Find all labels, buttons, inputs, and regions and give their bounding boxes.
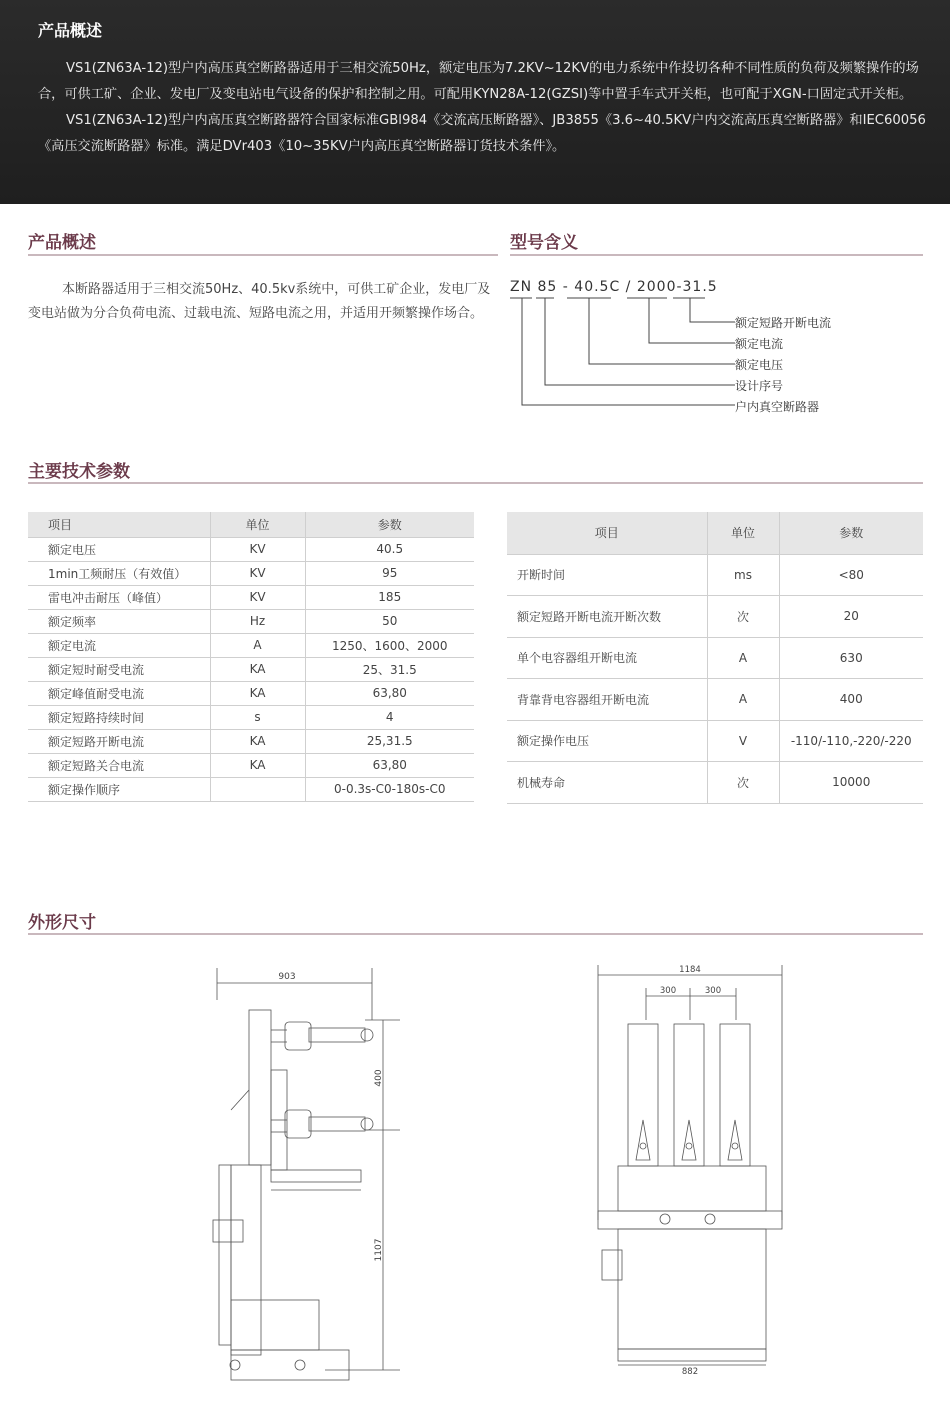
cell-unit xyxy=(210,777,305,801)
table-row xyxy=(28,657,474,681)
overview-divider xyxy=(28,254,498,256)
cell-value: 630 xyxy=(779,637,923,679)
cell-value: 10000 xyxy=(779,762,923,804)
dimensions-divider xyxy=(28,933,923,935)
cell-unit: ms xyxy=(707,554,779,596)
col-header-value: 参数 xyxy=(779,512,923,554)
params-table-left xyxy=(28,512,474,802)
table-header-row xyxy=(507,512,923,554)
model-divider xyxy=(510,254,923,256)
cell-unit: KV xyxy=(210,585,305,609)
cell-item: 1min工频耐压（有效值） xyxy=(28,561,210,585)
dimensions-title: 外形尺寸 xyxy=(28,913,96,933)
cell-value: 40.5 xyxy=(305,537,474,561)
cell-unit: KV xyxy=(210,537,305,561)
params-divider xyxy=(28,482,923,484)
side-gap-label: 400 xyxy=(374,1069,384,1087)
cell-item: 额定峰值耐受电流 xyxy=(28,681,210,705)
cell-unit: A xyxy=(210,633,305,657)
cell-unit: s xyxy=(210,705,305,729)
cell-value: 63,80 xyxy=(305,753,474,777)
cell-item: 机械寿命 xyxy=(507,762,707,804)
cell-unit: KV xyxy=(210,561,305,585)
table-row xyxy=(507,679,923,721)
overview-paragraph: 本断路器适用于三相交流50Hz、40.5kv系统中，可供工矿企业，发电厂及变电站做为分合负荷电流、过载电流、短路电流之用，并适用开频繁操作场合。 xyxy=(28,282,491,321)
front-view-drawing xyxy=(590,960,790,1380)
cell-value: 185 xyxy=(305,585,474,609)
cell-item: 单个电容器组开断电流 xyxy=(507,637,707,679)
cell-value: 25、31.5 xyxy=(305,657,474,681)
model-label-indoor-vacuum: 户内真空断路器 xyxy=(735,400,820,414)
cell-value: 50 xyxy=(305,609,474,633)
table-row xyxy=(28,729,474,753)
intro-banner xyxy=(0,0,950,204)
cell-item: 额定短路持续时间 xyxy=(28,705,210,729)
table-row xyxy=(28,681,474,705)
cell-item: 额定电压 xyxy=(28,537,210,561)
cell-unit: A xyxy=(707,637,779,679)
front-base-label: 882 xyxy=(681,1367,699,1377)
cell-item: 额定短时耐受电流 xyxy=(28,657,210,681)
table-header-row xyxy=(28,512,474,537)
cell-value: 0-0.3s-C0-180s-C0 xyxy=(305,777,474,801)
table-row xyxy=(28,561,474,585)
overview-text xyxy=(28,278,498,326)
cell-value: 400 xyxy=(779,679,923,721)
cell-unit: 次 xyxy=(707,596,779,638)
cell-unit: V xyxy=(707,720,779,762)
table-row xyxy=(507,554,923,596)
overview-title: 产品概述 xyxy=(28,233,96,253)
banner-text xyxy=(38,56,928,160)
col-header-unit: 单位 xyxy=(210,512,305,537)
table-row xyxy=(28,777,474,801)
cell-value: 1250、1600、2000 xyxy=(305,633,474,657)
cell-value: 20 xyxy=(779,596,923,638)
cell-value: 25,31.5 xyxy=(305,729,474,753)
col-header-unit: 单位 xyxy=(707,512,779,554)
cell-unit: KA xyxy=(210,753,305,777)
cell-unit: 次 xyxy=(707,762,779,804)
cell-unit: A xyxy=(707,679,779,721)
cell-item: 额定电流 xyxy=(28,633,210,657)
cell-value: -110/-110,-220/-220 xyxy=(779,720,923,762)
model-label-rated-voltage: 额定电压 xyxy=(735,358,784,372)
side-view-drawing xyxy=(205,960,415,1390)
cell-item: 雷电冲击耐压（峰值） xyxy=(28,585,210,609)
model-code: ZN 85 - 40.5C / 2000-31.5 xyxy=(510,279,718,295)
banner-paragraph-1: VS1(ZN63A-12)型户内高压真空断路器适用于三相交流50Hz，额定电压为7.2KV~12KV的电力系统中作投切各种不同性质的负荷及频繁操作的场合，可供工矿、企业、发电厂及变电站电气设备的保护和控制之用。可配用KYN28A-12(GZSI)等中置手车式开关柜，也可配于XGN-口固定式开关柜。 xyxy=(38,61,919,102)
cell-unit: KA xyxy=(210,729,305,753)
cell-item: 开断时间 xyxy=(507,554,707,596)
table-row xyxy=(28,537,474,561)
side-width-label: 903 xyxy=(278,972,296,982)
cell-item: 额定短路开断电流开断次数 xyxy=(507,596,707,638)
col-header-item: 项目 xyxy=(507,512,707,554)
model-diagram-lines xyxy=(505,290,745,415)
cell-item: 额定操作顺序 xyxy=(28,777,210,801)
cell-value: <80 xyxy=(779,554,923,596)
table-row xyxy=(28,609,474,633)
model-label-design-number: 设计序号 xyxy=(735,379,784,393)
table-row xyxy=(507,720,923,762)
side-height-label: 1107 xyxy=(374,1238,384,1262)
table-row xyxy=(28,705,474,729)
cell-unit: Hz xyxy=(210,609,305,633)
col-header-item: 项目 xyxy=(28,512,210,537)
model-title: 型号含义 xyxy=(510,233,578,253)
cell-item: 额定频率 xyxy=(28,609,210,633)
cell-value: 63,80 xyxy=(305,681,474,705)
cell-item: 额定操作电压 xyxy=(507,720,707,762)
cell-unit: KA xyxy=(210,681,305,705)
table-row xyxy=(28,585,474,609)
model-label-rated-current: 额定电流 xyxy=(735,337,784,351)
banner-title: 产品概述 xyxy=(38,21,103,40)
front-pitch-1-label: 300 xyxy=(659,986,677,996)
cell-item: 背靠背电容器组开断电流 xyxy=(507,679,707,721)
params-title: 主要技术参数 xyxy=(28,462,130,482)
table-row xyxy=(507,596,923,638)
table-row xyxy=(28,753,474,777)
params-table-right xyxy=(507,512,923,804)
cell-unit: KA xyxy=(210,657,305,681)
banner-paragraph-2: VS1(ZN63A-12)型户内高压真空断路器符合国家标准GBl984《交流高压断路器》、JB3855《3.6~40.5KV户内交流高压真空断路器》和IEC60056《高压交流断路器》标准。满足DVr403《10~35KV户内高压真空断路器订货技术条件》。 xyxy=(38,113,926,154)
cell-value: 95 xyxy=(305,561,474,585)
front-width-label: 1184 xyxy=(679,965,701,975)
cell-item: 额定短路开断电流 xyxy=(28,729,210,753)
model-label-breaking-current: 额定短路开断电流 xyxy=(735,316,832,330)
cell-value: 4 xyxy=(305,705,474,729)
table-row xyxy=(507,762,923,804)
table-row xyxy=(507,637,923,679)
table-row xyxy=(28,633,474,657)
front-pitch-2-label: 300 xyxy=(704,986,722,996)
col-header-value: 参数 xyxy=(305,512,474,537)
cell-item: 额定短路关合电流 xyxy=(28,753,210,777)
